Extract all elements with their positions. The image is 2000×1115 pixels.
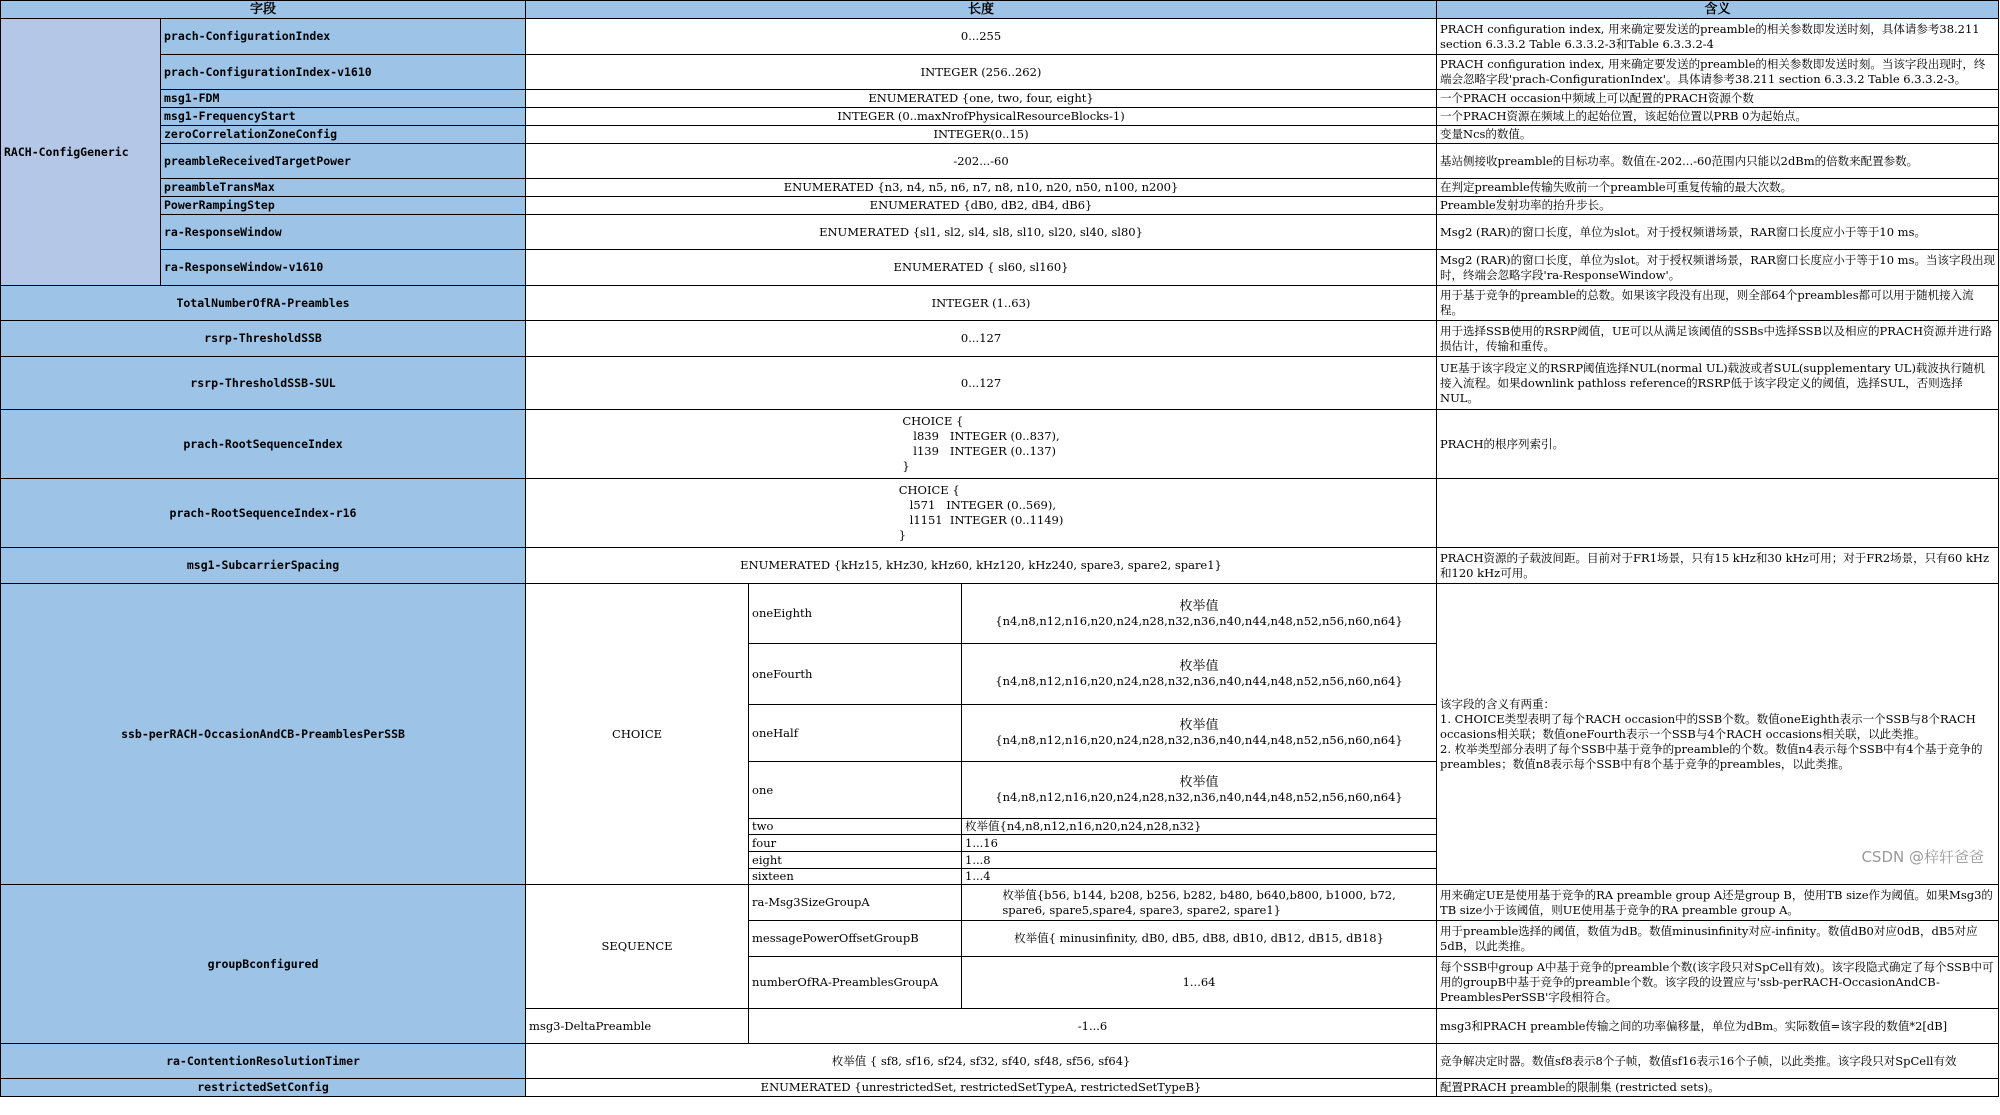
sequence-member-value [962, 885, 1437, 921]
enum-label: 枚举值 [1179, 598, 1219, 614]
choice-option-value [962, 705, 1437, 762]
watermark: CSDN @梓轩爸爸 [1861, 848, 1984, 866]
table-row [1, 1044, 1999, 1079]
header-field: 字段 [1, 1, 526, 19]
field-meaning: 用来确定UE是使用基于竞争的RA preamble group A还是group B，使用TB size作为阈值。如果Msg3的TB size小于该阈值，则UE使用基于竞争的RA preamble group A。 [1437, 885, 1999, 921]
enum-label: 枚举值 [1179, 718, 1219, 733]
field-meaning-empty [1437, 479, 1999, 548]
field-meaning: 配置PRACH preamble的限制集 (restricted sets)。 [1437, 1079, 1999, 1097]
choice-option: oneFourth [749, 644, 962, 705]
field-value [526, 410, 1437, 479]
choice-option: two [749, 819, 962, 835]
choice-option: one [749, 762, 962, 819]
field-value: ENUMERATED {n3, n4, n5, n6, n7, n8, n10, n20, n50, n100, n200} [526, 179, 1437, 197]
table-row [1, 126, 1999, 144]
enum-label: 枚举值 [1179, 659, 1219, 674]
table-row [1, 108, 1999, 126]
field-name: ra-ResponseWindow-v1610 [161, 250, 526, 286]
field-name: TotalNumberOfRA-Preambles [1, 286, 526, 321]
field-meaning: PRACH configuration index, 用来确定要发送的preamble的相关参数即发送时刻。当该字段出现时，终端会忽略字段'prach-ConfigurationIndex'。具体请参考38.211 section 6.3.3.2 Table 6.3.3.2-3。 [1437, 55, 1999, 90]
table-row [1, 250, 1999, 286]
field-value: ENUMERATED {dB0, dB2, dB4, dB6} [526, 197, 1437, 215]
field-name: preambleReceivedTargetPower [161, 144, 526, 179]
table-row [1, 55, 1999, 90]
field-name: prach-ConfigurationIndex-v1610 [161, 55, 526, 90]
field-name: ra-ContentionResolutionTimer [1, 1044, 526, 1079]
field-meaning: PRACH configuration index, 用来确定要发送的preamble的相关参数即发送时刻，具体请参考38.211 section 6.3.3.2 Table 6.3.3.2-3和Table 6.3.3.2-4 [1437, 19, 1999, 55]
field-name: zeroCorrelationZoneConfig [161, 126, 526, 144]
choice-option-value: 1...16 [962, 835, 1437, 852]
choice-option-value: 1...8 [962, 852, 1437, 869]
field-value: 0...255 [526, 19, 1437, 55]
field-meaning: 用于基于竞争的preamble的总数。如果该字段没有出现，则全部64个preambles都可以用于随机接入流程。 [1437, 286, 1999, 321]
sequence-member: messagePowerOffsetGroupB [749, 921, 962, 957]
table-row [1, 90, 1999, 108]
choice-type: CHOICE [526, 584, 749, 885]
sequence-member: msg3-DeltaPreamble [526, 1009, 749, 1044]
sequence-member-value: 1...64 [962, 957, 1437, 1009]
field-value: ENUMERATED { sl60, sl160} [526, 250, 1437, 286]
table-row [1, 321, 1999, 357]
asn1-value: CHOICE { l571 INTEGER (0..569), l1151 INTEGER (0..1149) } [898, 483, 1064, 542]
field-name: rsrp-ThresholdSSB [1, 321, 526, 357]
sequence-member: numberOfRA-PreamblesGroupA [749, 957, 962, 1009]
choice-option: oneHalf [749, 705, 962, 762]
choice-option: four [749, 835, 962, 852]
field-meaning: 变量Ncs的数值。 [1437, 126, 1999, 144]
sequence-member-value: 枚举值{ minusinfinity, dB0, dB5, dB8, dB10, dB12, dB15, dB18} [962, 921, 1437, 957]
choice-option-value: 1...4 [962, 869, 1437, 885]
field-meaning: 用于选择SSB使用的RSRP阈值，UE可以从满足该阈值的SSBs中选择SSB以及相应的PRACH资源并进行路损估计，传输和重传。 [1437, 321, 1999, 357]
field-name: prach-ConfigurationIndex [161, 19, 526, 55]
field-name: msg1-FDM [161, 90, 526, 108]
choice-option-value [962, 762, 1437, 819]
choice-option-value [962, 644, 1437, 705]
field-name: PowerRampingStep [161, 197, 526, 215]
enum-list: {n4,n8,n12,n16,n20,n24,n28,n32,n36,n40,n44,n48,n52,n56,n60,n64} [995, 674, 1403, 688]
field-name: restrictedSetConfig [1, 1079, 526, 1097]
field-meaning: Msg2 (RAR)的窗口长度，单位为slot。对于授权频谱场景，RAR窗口长度应小于等于10 ms。当该字段出现时，终端会忽略字段'ra-ResponseWindow'。 [1437, 250, 1999, 286]
table-header-row [1, 1, 1999, 19]
table-row [1, 197, 1999, 215]
field-value: 枚举值 { sf8, sf16, sf24, sf32, sf40, sf48, sf56, sf64} [526, 1044, 1437, 1079]
table-row [1, 1079, 1999, 1097]
field-value: 0...127 [526, 321, 1437, 357]
sequence-member-value: -1...6 [749, 1009, 1437, 1044]
table-row [1, 215, 1999, 250]
table-row [1, 179, 1999, 197]
table-row [1, 548, 1999, 584]
field-value: INTEGER(0..15) [526, 126, 1437, 144]
table-row [1, 479, 1999, 548]
field-meaning: UE基于该字段定义的RSRP阈值选择NUL(normal UL)载波或者SUL(supplementary UL)载波执行随机接入流程。如果downlink pathloss reference的RSRP低于该字段定义的阈值，选择SUL，否则选择NUL。 [1437, 357, 1999, 410]
field-value: 0...127 [526, 357, 1437, 410]
field-name: msg1-SubcarrierSpacing [1, 548, 526, 584]
choice-option: oneEighth [749, 584, 962, 644]
field-value: INTEGER (256..262) [526, 55, 1437, 90]
group-label: RACH-ConfigGeneric [1, 19, 161, 286]
field-value: ENUMERATED {kHz15, kHz30, kHz60, kHz120, kHz240, spare3, spare2, spare1} [526, 548, 1437, 584]
field-meaning: 每个SSB中group A中基于竞争的preamble个数(该字段只对SpCell有效)。该字段隐式确定了每个SSB中可用的groupB中基于竞争的preamble个数。该字段的设置应与'ssb-perRACH-OccasionAndCB-PreamblesPerSSB'字段相符合。 [1437, 957, 1999, 1009]
sequence-member: ra-Msg3SizeGroupA [749, 885, 962, 921]
field-name: ra-ResponseWindow [161, 215, 526, 250]
field-value: -202...-60 [526, 144, 1437, 179]
field-value: INTEGER (1..63) [526, 286, 1437, 321]
field-meaning: PRACH的根序列索引。 [1437, 410, 1999, 479]
field-value: INTEGER (0..maxNrofPhysicalResourceBlocks-1) [526, 108, 1437, 126]
field-value [526, 479, 1437, 548]
header-meaning: 含义 [1437, 1, 1999, 19]
field-value: ENUMERATED {unrestrictedSet, restrictedSetTypeA, restrictedSetTypeB} [526, 1079, 1437, 1097]
table-row [1, 410, 1999, 479]
field-meaning: 一个PRACH资源在频域上的起始位置，该起始位置以PRB 0为起始点。 [1437, 108, 1999, 126]
field-meaning: Msg2 (RAR)的窗口长度，单位为slot。对于授权频谱场景，RAR窗口长度应小于等于10 ms。 [1437, 215, 1999, 250]
field-meaning: 竞争解决定时器。数值sf8表示8个子帧，数值sf16表示16个子帧，以此类推。该字段只对SpCell有效 [1437, 1044, 1999, 1079]
table-row [1, 357, 1999, 410]
table-row [1, 286, 1999, 321]
header-length: 长度 [526, 1, 1437, 19]
field-name: ssb-perRACH-OccasionAndCB-PreamblesPerSSB [1, 584, 526, 885]
field-meaning: 用于preamble选择的阈值，数值为dB。数值minusinfinity对应-infinity。数值dB0对应0dB，dB5对应5dB，以此类推。 [1437, 921, 1999, 957]
asn1-value: 枚举值{b56, b144, b208, b256, b282, b480, b640,b800, b1000, b72, spare6, spare5,spare4, spare3, spare2, spare1} [1002, 887, 1396, 917]
table-row [1, 19, 1999, 55]
field-meaning: 该字段的含义有两重： 1. CHOICE类型表明了每个RACH occasion中的SSB个数。数值oneEighth表示一个SSB与8个RACH occasions相关联；数值oneFourth表示一个SSB与4个RACH occasions相关联，以此类推。 2. 枚举类型部分表明了每个SSB中基于竞争的preamble的个数。数值n4表示每个SSB中有4个基于竞争的preambles；数值n8表示每个SSB中有8个基于竞争的preambles，以此类推。 [1437, 584, 1999, 885]
enum-list: {n4,n8,n12,n16,n20,n24,n28,n32,n36,n40,n44,n48,n52,n56,n60,n64} [995, 613, 1403, 628]
table-row [1, 144, 1999, 179]
table-row [1, 885, 1999, 921]
field-meaning: 基站侧接收preamble的目标功率。数值在-202...-60范围内只能以2dBm的倍数来配置参数。 [1437, 144, 1999, 179]
table-row [1, 584, 1999, 644]
sequence-type: SEQUENCE [526, 885, 749, 1009]
field-name: rsrp-ThresholdSSB-SUL [1, 357, 526, 410]
choice-option: sixteen [749, 869, 962, 885]
field-name: preambleTransMax [161, 179, 526, 197]
field-meaning: Preamble发射功率的抬升步长。 [1437, 197, 1999, 215]
choice-option-value [962, 584, 1437, 644]
field-meaning: msg3和PRACH preamble传输之间的功率偏移量，单位为dBm。实际数值=该字段的数值*2[dB] [1437, 1009, 1999, 1044]
choice-option-value: 枚举值{n4,n8,n12,n16,n20,n24,n28,n32} [962, 819, 1437, 835]
field-name: prach-RootSequenceIndex [1, 410, 526, 479]
field-meaning: PRACH资源的子载波间距。目前对于FR1场景，只有15 kHz和30 kHz可用；对于FR2场景，只有60 kHz和120 kHz可用。 [1437, 548, 1999, 584]
field-value: ENUMERATED {sl1, sl2, sl4, sl8, sl10, sl20, sl40, sl80} [526, 215, 1437, 250]
field-name: msg1-FrequencyStart [161, 108, 526, 126]
enum-list: {n4,n8,n12,n16,n20,n24,n28,n32,n36,n40,n44,n48,n52,n56,n60,n64} [995, 790, 1403, 804]
field-meaning: 在判定preamble传输失败前一个preamble可重复传输的最大次数。 [1437, 179, 1999, 197]
enum-label: 枚举值 [1179, 775, 1219, 790]
field-name: prach-RootSequenceIndex-r16 [1, 479, 526, 548]
field-value: ENUMERATED {one, two, four, eight} [526, 90, 1437, 108]
choice-option: eight [749, 852, 962, 869]
field-name: groupBconfigured [1, 885, 526, 1044]
enum-list: {n4,n8,n12,n16,n20,n24,n28,n32,n36,n40,n44,n48,n52,n56,n60,n64} [995, 733, 1403, 747]
field-meaning: 一个PRACH occasion中频域上可以配置的PRACH资源个数 [1437, 90, 1999, 108]
asn1-value: CHOICE { l839 INTEGER (0..837), l139 INTEGER (0..137) } [902, 414, 1060, 473]
